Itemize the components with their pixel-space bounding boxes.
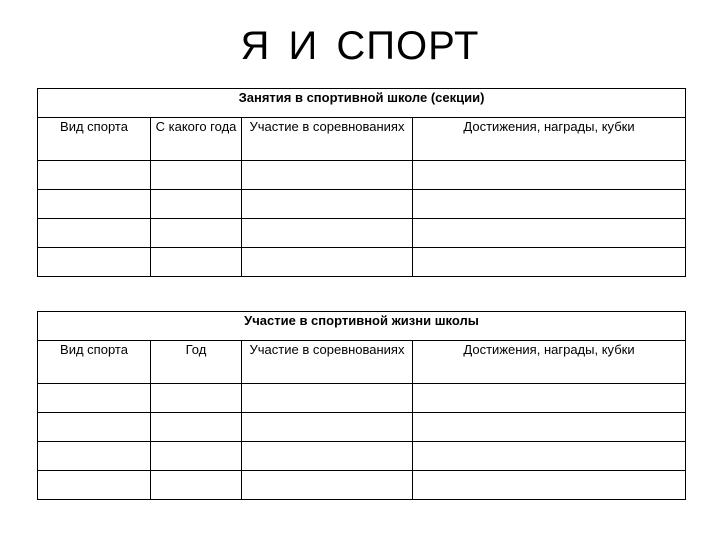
table-cell[interactable] <box>413 248 686 277</box>
table-cell[interactable] <box>242 471 413 500</box>
table-cell[interactable] <box>38 384 151 413</box>
column-header-competitions: Участие в соревнованиях <box>242 118 413 161</box>
table-cell[interactable] <box>242 190 413 219</box>
table-cell[interactable] <box>38 161 151 190</box>
table-cell[interactable] <box>151 248 242 277</box>
table-row <box>38 384 686 413</box>
table-cell[interactable] <box>413 384 686 413</box>
table-cell[interactable] <box>242 161 413 190</box>
table-cell[interactable] <box>242 384 413 413</box>
table-row <box>38 190 686 219</box>
table-cell[interactable] <box>38 471 151 500</box>
table-cell[interactable] <box>413 471 686 500</box>
table-header-row <box>38 118 686 161</box>
table-cell[interactable] <box>151 161 242 190</box>
table-cell[interactable] <box>151 442 242 471</box>
table-cell[interactable] <box>38 190 151 219</box>
table-row <box>38 471 686 500</box>
column-header-achievements: Достижения, награды, кубки <box>413 118 686 161</box>
table-caption-row <box>38 312 686 341</box>
table-row <box>38 219 686 248</box>
table-cell[interactable] <box>151 413 242 442</box>
column-header-since-year: С какого года <box>151 118 242 161</box>
table-row <box>38 248 686 277</box>
table-cell[interactable] <box>413 219 686 248</box>
table-header-row <box>38 341 686 384</box>
table-cell[interactable] <box>413 442 686 471</box>
sport-school-table <box>37 88 686 277</box>
table-cell[interactable] <box>38 219 151 248</box>
table-caption: Занятия в спортивной школе (секции) <box>38 89 686 118</box>
column-header-achievements: Достижения, награды, кубки <box>413 341 686 384</box>
table-cell[interactable] <box>151 190 242 219</box>
table-cell[interactable] <box>413 190 686 219</box>
column-header-year: Год <box>151 341 242 384</box>
table-row <box>38 413 686 442</box>
table-cell[interactable] <box>242 413 413 442</box>
table-caption-row <box>38 89 686 118</box>
table-row <box>38 442 686 471</box>
page-title: Я И СПОРТ <box>240 24 480 68</box>
table-cell[interactable] <box>38 413 151 442</box>
table-cell[interactable] <box>38 442 151 471</box>
table-row <box>38 161 686 190</box>
table-cell[interactable] <box>242 248 413 277</box>
table-cell[interactable] <box>151 471 242 500</box>
table-cell[interactable] <box>413 413 686 442</box>
column-header-competitions: Участие в соревнованиях <box>242 341 413 384</box>
table-cell[interactable] <box>151 219 242 248</box>
column-header-sport: Вид спорта <box>38 118 151 161</box>
table-cell[interactable] <box>413 161 686 190</box>
school-sport-life-table <box>37 311 686 500</box>
table-cell[interactable] <box>38 248 151 277</box>
table-cell[interactable] <box>151 384 242 413</box>
column-header-sport: Вид спорта <box>38 341 151 384</box>
table-caption: Участие в спортивной жизни школы <box>38 312 686 341</box>
table-cell[interactable] <box>242 442 413 471</box>
table-cell[interactable] <box>242 219 413 248</box>
